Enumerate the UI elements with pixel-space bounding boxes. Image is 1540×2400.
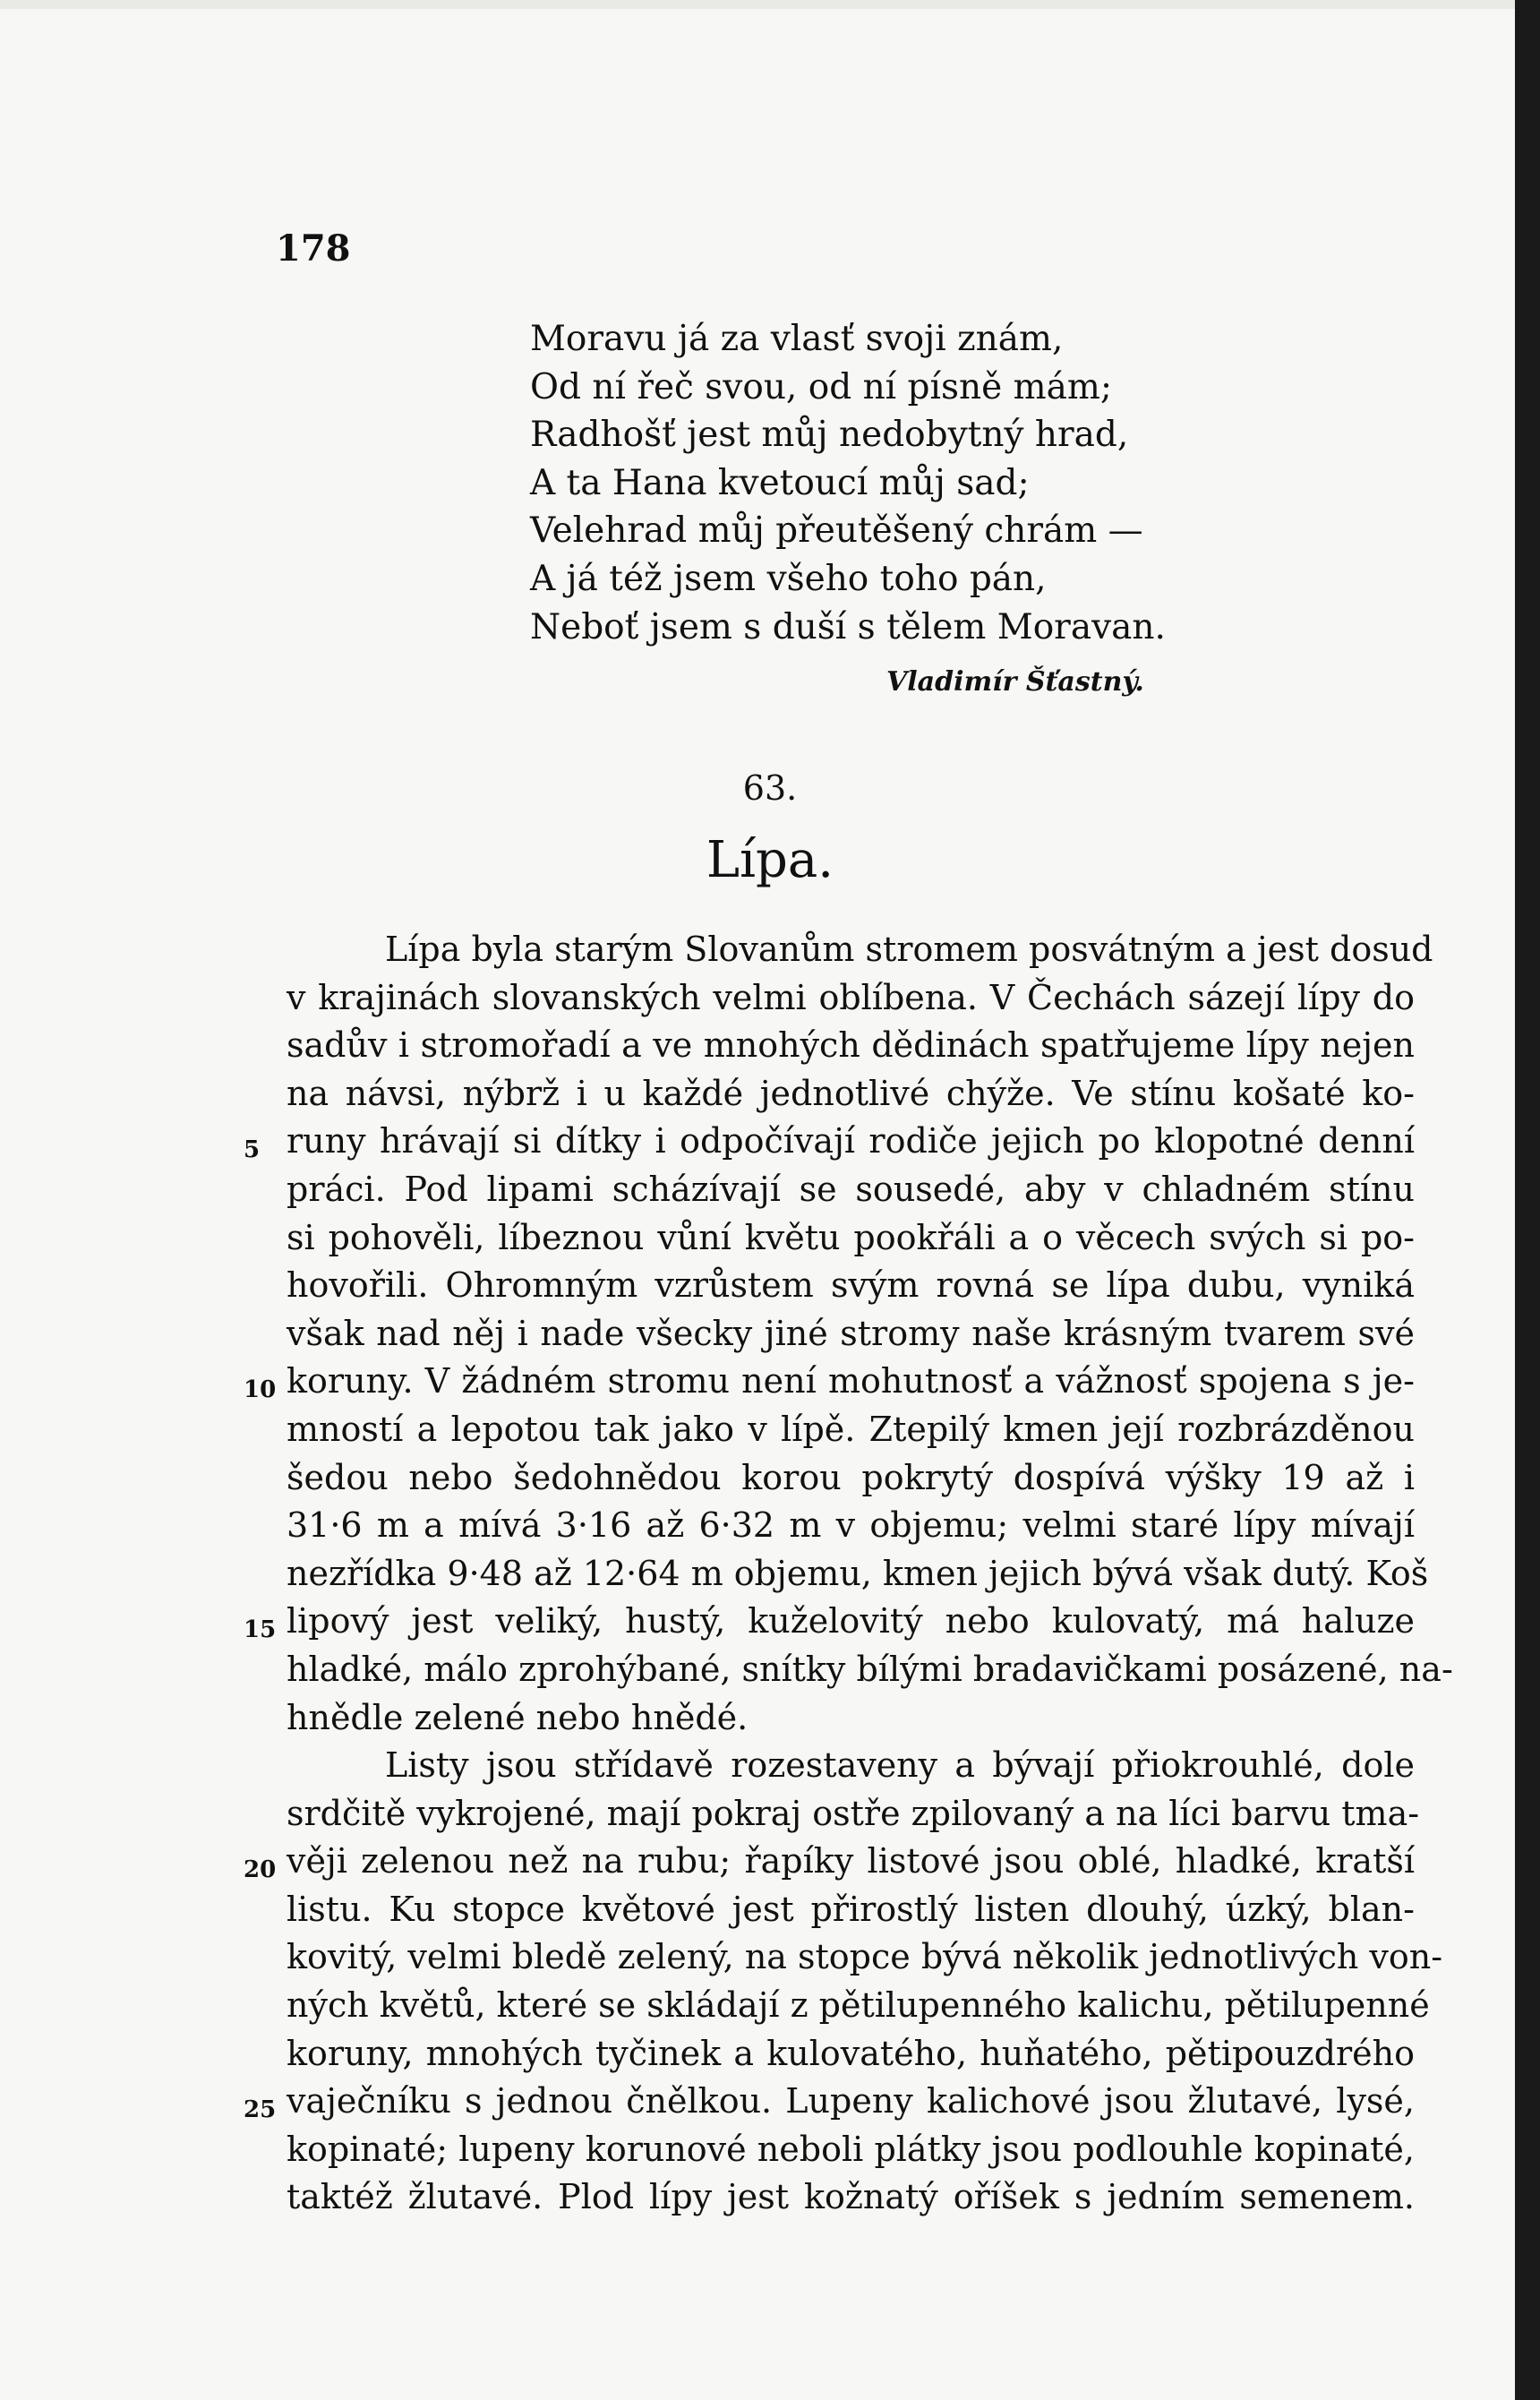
section-number: 63. bbox=[742, 768, 798, 808]
prose-line-text: mností a lepotou tak jako v lípě. Ztepilý kmen její rozbrázděnou bbox=[287, 1409, 1415, 1449]
prose-line-text: kovitý, velmi bledě zelený, na stopce bývá několik jednotlivých von- bbox=[287, 1937, 1443, 1977]
prose-line-text: runy hrávají si dítky i odpočívají rodiče jejich po klopotné denní bbox=[287, 1121, 1415, 1161]
prose-line-text: vaječníku s jednou čnělkou. Lupeny kalichové jsou žlutavé, lysé, bbox=[287, 2081, 1415, 2121]
prose-line bbox=[287, 1742, 1415, 1790]
prose-line bbox=[287, 1550, 1429, 1599]
poem bbox=[530, 315, 1211, 651]
prose-line bbox=[287, 1502, 1415, 1550]
prose-line bbox=[287, 974, 1415, 1023]
prose-line bbox=[287, 1982, 1430, 2030]
prose-line bbox=[287, 1262, 1415, 1310]
prose-line-text: sadův i stromořadí a ve mnohých dědinách spatřujeme lípy nejen bbox=[287, 1025, 1415, 1066]
prose-line bbox=[244, 2078, 1415, 2126]
prose-line-text: listu. Ku stopce květové jest přirostlý listen dlouhý, úzký, blan- bbox=[287, 1889, 1415, 1929]
prose-line bbox=[287, 1933, 1443, 1982]
prose-line bbox=[287, 1406, 1415, 1454]
prose-line bbox=[287, 2030, 1415, 2079]
prose-line-text: věji zelenou než na rubu; řapíky listové jsou oblé, hladké, kratší bbox=[287, 1841, 1415, 1881]
prose-line-text: ných květů, které se skládají z pětilupenného kalichu, pětilupenné bbox=[287, 1985, 1430, 2026]
prose-line bbox=[287, 1166, 1415, 1214]
prose-line bbox=[287, 2126, 1415, 2174]
prose-line-text: hladké, málo zprohýbané, snítky bílými bradavičkami posázené, na- bbox=[287, 1649, 1453, 1689]
prose-line bbox=[244, 1598, 1415, 1646]
prose-line bbox=[287, 1022, 1415, 1070]
prose-line bbox=[287, 1790, 1420, 1839]
prose-line-text: v krajinách slovanských velmi oblíbena. V Čechách sázejí lípy do bbox=[287, 977, 1415, 1017]
prose-line-text: kopinaté; lupeny korunové neboli plátky jsou podlouhle kopinaté, bbox=[287, 2129, 1415, 2169]
prose-body bbox=[244, 926, 1453, 2222]
poem-line: Od ní řeč svou, od ní písně mám; bbox=[530, 366, 1112, 407]
poem-line: A ta Hana kvetoucí můj sad; bbox=[530, 462, 1030, 503]
prose-line bbox=[287, 1454, 1415, 1503]
prose-line bbox=[287, 1070, 1415, 1119]
prose-line-text: šedou nebo šedohnědou korou pokrytý dospívá výšky 19 až i bbox=[287, 1457, 1415, 1497]
line-number: 25 bbox=[244, 2096, 277, 2124]
prose-line-text: srdčitě vykrojené, mají pokraj ostře zpilovaný a na líci barvu tma- bbox=[287, 1793, 1420, 1833]
line-number: 15 bbox=[244, 1616, 277, 1644]
prose-line bbox=[287, 1694, 1415, 1743]
prose-line-text: si pohověli, líbeznou vůní květu pookřáli a o věcech svých si po- bbox=[287, 1217, 1415, 1257]
prose-line bbox=[244, 1358, 1415, 1406]
prose-line-text: však nad něj i nade všecky jiné stromy naše krásným tvarem své bbox=[287, 1313, 1415, 1353]
line-number: 5 bbox=[244, 1136, 261, 1164]
page-number: 178 bbox=[276, 227, 351, 270]
prose-line-text: Listy jsou střídavě rozestaveny a bývají přiokrouhlé, dole bbox=[385, 1745, 1415, 1786]
prose-line-text: nezřídka 9·48 až 12·64 m objemu, kmen jejich bývá však dutý. Koš bbox=[287, 1553, 1429, 1593]
prose-line-text: Lípa byla starým Slovanům stromem posvátným a jest dosud bbox=[385, 930, 1433, 969]
prose-line-text: na návsi, nýbrž i u každé jednotlivé chýže. Ve stínu košaté ko- bbox=[287, 1073, 1415, 1113]
prose-line-text: práci. Pod lipami scházívají se sousedé, aby v chladném stínu bbox=[287, 1169, 1415, 1209]
prose-line-text: lipový jest veliký, hustý, kuželovitý nebo kulovatý, má haluze bbox=[287, 1601, 1415, 1641]
poem-line: Radhošť jest můj nedobytný hrad, bbox=[530, 415, 1129, 456]
prose-line-text: hovořili. Ohromným vzrůstem svým rovná se lípa dubu, vyniká bbox=[287, 1265, 1415, 1306]
prose-line bbox=[287, 1886, 1415, 1934]
prose-line bbox=[287, 926, 1433, 974]
page-right-edge bbox=[1515, 0, 1540, 2400]
prose-line bbox=[244, 1118, 1415, 1166]
prose-line-text: hnědle zelené nebo hnědé. bbox=[287, 1697, 749, 1737]
line-number: 10 bbox=[244, 1376, 277, 1404]
page-top-edge bbox=[0, 0, 1540, 9]
prose-line bbox=[287, 1214, 1415, 1263]
prose-line bbox=[287, 1310, 1415, 1359]
prose-line-text: koruny, mnohých tyčinek a kulovatého, huňatého, pětipouzdrého bbox=[287, 2033, 1415, 2073]
line-number: 20 bbox=[244, 1856, 277, 1884]
poem-line: Velehrad můj přeutěšený chrám — bbox=[530, 510, 1143, 552]
prose-line-text: taktéž žlutavé. Plod lípy jest kožnatý oříšek s jedním semenem. bbox=[287, 2177, 1415, 2217]
poem-line: Neboť jsem s duší s tělem Moravan. bbox=[530, 606, 1166, 647]
prose-line-text: koruny. V žádném stromu není mohutnosť a vážnosť spojena s je- bbox=[287, 1361, 1415, 1401]
prose-line bbox=[244, 1838, 1415, 1886]
prose-line bbox=[287, 1646, 1453, 1694]
prose-line bbox=[287, 2173, 1415, 2222]
section-title: Lípa. bbox=[706, 831, 834, 889]
poem-author: Vladimír Šťastný. bbox=[886, 666, 1144, 698]
poem-line: A já též jsem všeho toho pán, bbox=[530, 558, 1047, 599]
prose-line-text: 31·6 m a mívá 3·16 až 6·32 m v objemu; velmi staré lípy mívají bbox=[287, 1505, 1415, 1546]
poem-line: Moravu já za vlasť svoji znám, bbox=[530, 319, 1064, 359]
